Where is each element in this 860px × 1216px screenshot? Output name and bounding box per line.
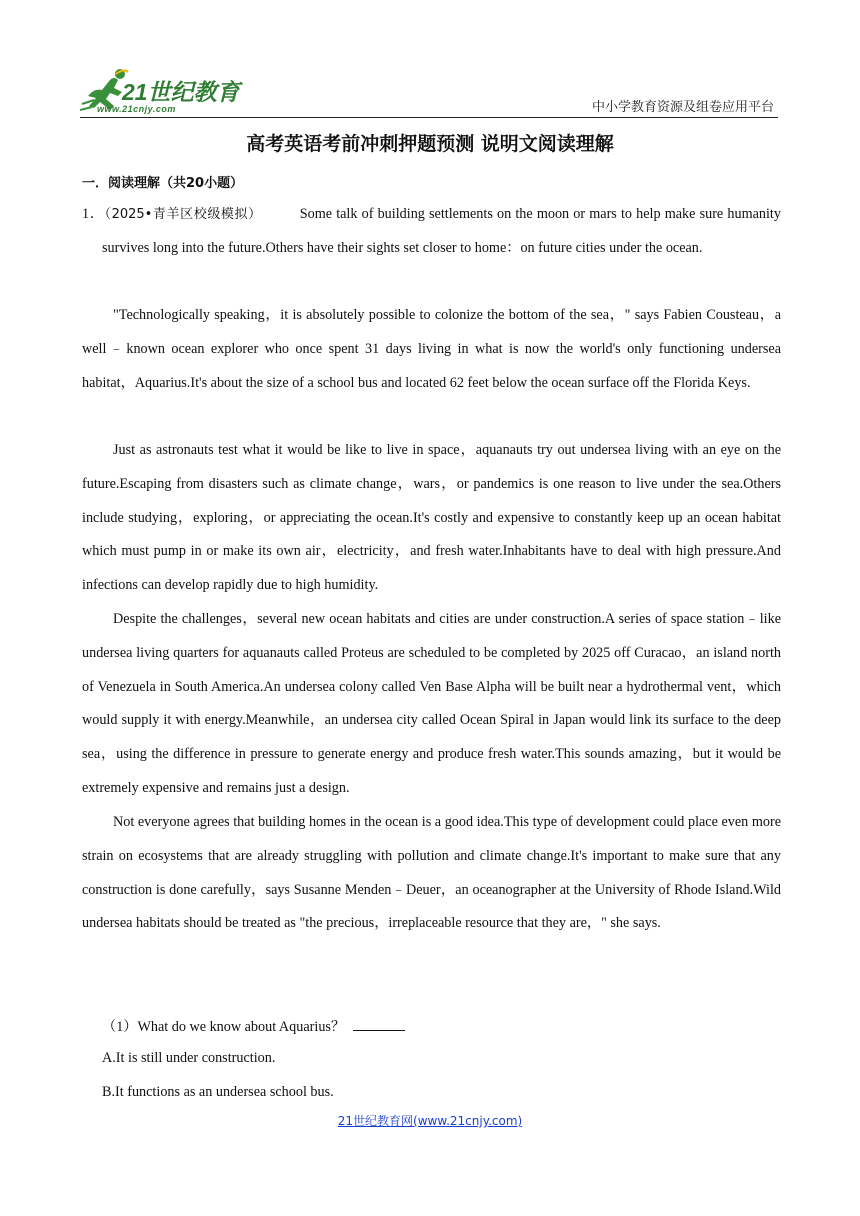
option-a[interactable]: A.It is still under construction. — [102, 1050, 276, 1066]
footer-link[interactable]: 21世纪教育网(www.21cnjy.com) — [337, 1114, 523, 1128]
page-title: 高考英语考前冲刺押题预测 说明文阅读理解 — [246, 133, 614, 155]
question-source: （2025•青羊区校级模拟） — [104, 207, 262, 222]
passage-paragraph: Just as astronauts test what it would be like to live in space，aquanauts try out undersea living with an eye on the future.Escaping from disasters such as climate change，wars，or pandemics is one reason to live under the sea.Others include studying，exploring，or appreciating the ocean.It's costly and expensive to constantly keep up an ocean habitat which must pump in or make its own air，electricity，and fresh water.Inhabitants have to deal with high pressure.And infections can develop rapidly due to high humidity. — [82, 442, 781, 594]
question-intro — [82, 198, 781, 266]
sub-question — [102, 1016, 405, 1036]
section-heading: 一．阅读理解（共20小题） — [82, 176, 244, 191]
answer-blank[interactable] — [353, 1016, 405, 1031]
platform-label: 中小学教育资源及组卷应用平台 — [591, 100, 774, 115]
logo-url: www.21cnjy.com — [97, 104, 176, 114]
passage-paragraph: Not everyone agrees that building homes in the ocean is a good idea.This type of development could place even more strain on ecosystems that are already struggling with pollution and climate change.It's important to make sure that any construction is done carefully，says Susanne Menden﹣Deuer，an oceanographer at the University of Rhode Island.Wild undersea habitats should be treated as "the precious，irreplaceable resource that they are，" she says. — [82, 814, 781, 932]
option-b[interactable]: B.It functions as an undersea school bus. — [102, 1084, 334, 1100]
question-first-paragraph: Some talk of building settlements on the moon or mars to help make sure humanity survives long into the future.Others have their sights set closer to home：on future cities under the ocean. — [102, 206, 781, 256]
passage-paragraph: "Technologically speaking，it is absolutely possible to colonize the bottom of the sea，" says Fabien Cousteau，a well﹣known ocean explorer who once spent 31 days living in what is now the world's only functioning undersea habitat，Aquarius.It's about the size of a school bus and located 62 feet below the ocean surface off the Florida Keys. — [82, 307, 781, 391]
logo-text: 21世纪教育 — [122, 79, 240, 105]
header-divider — [80, 117, 778, 118]
question-number: 1． — [82, 206, 105, 222]
sub-question-text: （1）What do we know about Aquarius？ — [102, 1019, 346, 1035]
passage-paragraph: Despite the challenges，several new ocean habitats and cities are under construction.A series of space station﹣like undersea living quarters for aquanauts called Proteus are scheduled to be completed by 2025 off Curacao，an island north of Venezuela in South America.An undersea colony called Ven Base Alpha will be built near a hydrothermal vent，which would supply it with energy.Meanwhile，an undersea city called Ocean Spiral in Japan would link its surface to the deep sea，using the difference in pressure to generate energy and produce fresh water.This sounds amazing，but it would be extremely expensive and remains just a design. — [82, 611, 781, 796]
